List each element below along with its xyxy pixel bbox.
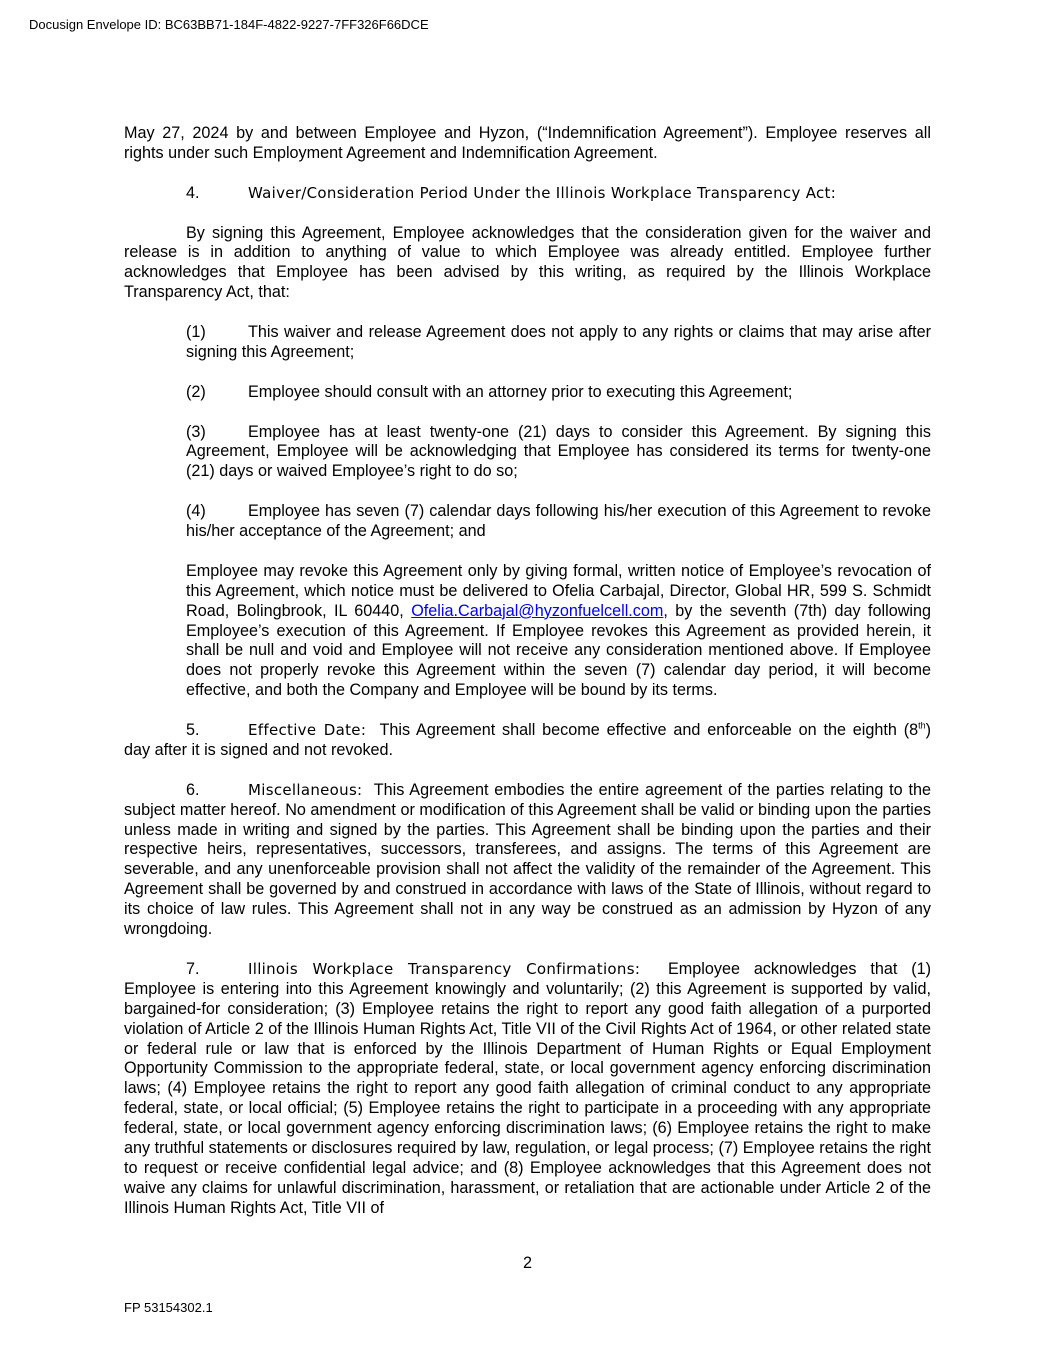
list-item-text: Employee should consult with an attorney prior to executing this Agreement; [248,382,793,401]
revocation-paragraph [186,562,931,701]
list-item-number: (3) [186,422,206,441]
section-4-title: Waiver/Consideration Period Under the Illinois Workplace Transparency Act: [248,183,837,202]
section-4-number: 4. [186,183,200,202]
list-item-1 [186,323,931,363]
footer-document-id: FP 53154302.1 [124,1300,213,1315]
page-number: 2 [522,1254,532,1272]
section-5-number: 5. [186,721,200,740]
list-item-3 [186,423,931,483]
section-5-text-pre: This Agreement shall become effective and enforceable on the eighth (8 [379,721,919,740]
revocation-text-post: , by the seventh (7th) day following Employee’s execution of this Agreement. If Employee revokes this Agreement as provided herein, it shall be null and void and Employee will not receive any consideration mentioned above. If Employee does not properly revoke this Agreement within the seven (7) calendar day period, it will become effective, and both the Company and Employee will be bound by its terms. [186,601,931,700]
email-link[interactable]: Ofelia.Carbajal@hyzonfuelcell.com [411,601,664,620]
document-body [124,124,931,1239]
list-item-number: (1) [186,323,206,342]
list-item-number: (2) [186,382,206,401]
section-7-text: Employee acknowledges that (1) Employee is entering into this Agreement knowingly and voluntarily; (2) this Agreement is supported by valid, bargained-for consideration; (3) Employee retains the right to report any good faith allegation of a purported violation of Article 2 of the Illinois Human Rights Act, Title VII of the Civil Rights Act of 1964, or other related state or federal rule or law that is enforced by the Illinois Department of Human Rights or Equal Employment Opportunity Commission to the appropriate federal, state, or local government agency enforcing discrimination laws; (4) Employee retains the right to report any good faith allegation of criminal conduct to any appropriate federal, state, or local official; (5) Employee retains the right to participate in a proceeding with any appropriate federal, state, or local government agency enforcing discrimination laws; (6) Employee retains the right to make any truthful statements or disclosures required by law, regulation, or legal process; (7) Employee retains the right to request or receive confidential legal advice; and (8) Employee acknowledges that this Agreement does not waive any claims for unlawful discrimination, harassment, or retaliation that are actionable under Article 2 of the Illinois Human Rights Act, Title VII of [124,959,931,1217]
ordinal-superscript: th [918,720,926,731]
section-6 [124,781,931,940]
section-7 [124,960,931,1219]
list-item-number: (4) [186,502,206,521]
list-item-4 [186,502,931,542]
section-6-title: Miscellaneous: [248,780,363,799]
section-7-title: Illinois Workplace Transparency Confirmations: [248,959,641,978]
section-6-number: 6. [186,780,200,799]
list-item-text: This waiver and release Agreement does not apply to any rights or claims that may arise after signing this Agreement; [186,323,931,361]
section-4-heading [124,184,931,204]
section-5-title: Effective Date: [248,721,367,740]
list-item-text: Employee has seven (7) calendar days following his/her execution of this Agreement to revoke his/her acceptance of the Agreement; and [186,502,931,541]
list-item-text: Employee has at least twenty-one (21) days to consider this Agreement. By signing this Agreement, Employee will be acknowledging that Employee has considered its terms for twenty-one (21) days or waived Employee’s right to do so; [186,422,931,481]
list-item-2 [186,383,931,403]
revocation-text-pre: Employee may revoke this Agreement only by giving formal, written notice of Employee’s revocation of this Agreement, which notice must be delivered to Ofelia Carbajal, Director, Global HR, 599 S. Schmidt Road, Bolingbrook, IL 60440, [186,561,931,620]
section-4-body: By signing this Agreement, Employee acknowledges that the consideration given for the waiver and release is in addition to anything of value to which Employee was already entitled. Employee further acknowledges that Employee has been advised by this writing, as required by the Illinois Workplace Transparency Act, that: [124,223,931,302]
section-6-text: This Agreement embodies the entire agreement of the parties relating to the subject matter hereof. No amendment or modification of this Agreement shall be valid or binding upon the parties unless made in writing and signed by the parties. This Agreement shall be binding upon the parties and their respective heirs, representatives, successors, transferees, and assigns. The terms of this Agreement are severable, and any unenforceable provision shall not affect the validity of the remainder of the Agreement. This Agreement shall be governed by and construed in accordance with laws of the State of Illinois, without regard to its choice of law rules. This Agreement shall not in any way be construed as an admission by Hyzon of any wrongdoing. [124,780,931,939]
section-5-text-post: ) day after it is signed and not revoked. [124,721,932,759]
section-7-number: 7. [186,959,200,978]
section-5 [124,721,931,761]
envelope-id: Docusign Envelope ID: BC63BB71-184F-4822-9227-7FF326F66DCE [29,17,429,32]
intro-paragraph: May 27, 2024 by and between Employee and Hyzon, (“Indemnification Agreement”). Employee reserves all rights under such Employment Agreement and Indemnification Agreement. [124,124,931,162]
